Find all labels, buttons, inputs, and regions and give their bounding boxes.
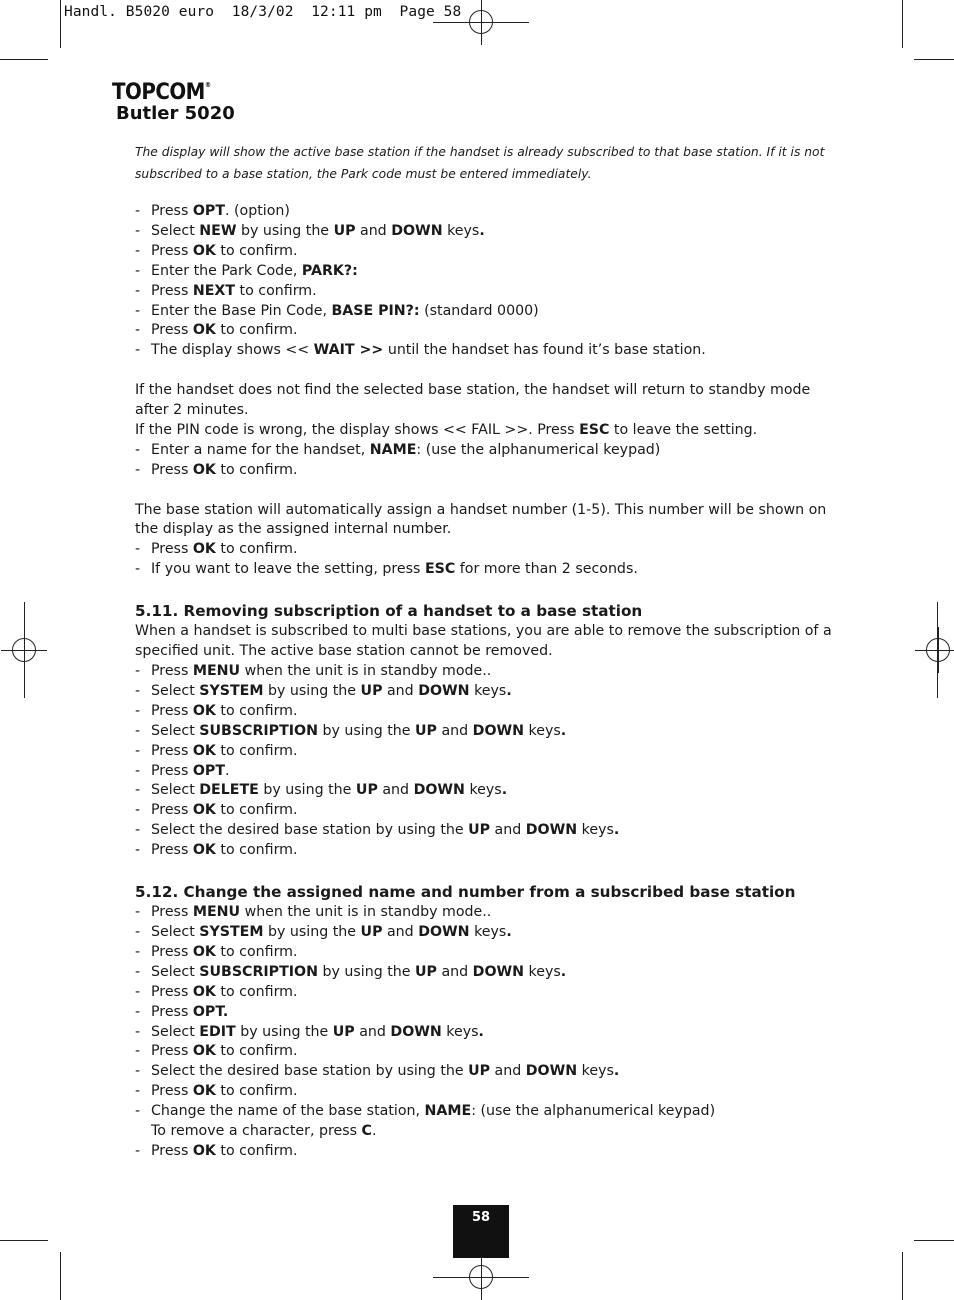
- list-item: - Press OK to confirm.: [135, 540, 835, 560]
- paragraph: If the PIN code is wrong, the display shows << FAIL >>. Press ESC to leave the setting.: [135, 421, 758, 438]
- registration-mark-icon: [926, 638, 950, 662]
- list-item: - Press OK to confirm.: [135, 1042, 835, 1062]
- list-item: - Press OK to confirm.: [135, 242, 835, 262]
- list-item: - Select EDIT by using the UP and DOWN keys.: [135, 1023, 835, 1043]
- crop-mark: [902, 0, 903, 48]
- list-item: - Press MENU when the unit is in standby mode..: [135, 662, 835, 682]
- section-heading-5-11: 5.11. Removing subscription of a handset to a base station: [135, 602, 643, 621]
- list-item: - Press OK to confirm.: [135, 742, 835, 762]
- list-item: - Press OK to confirm.: [135, 1142, 835, 1162]
- list-item: - Select DELETE by using the UP and DOWN keys.: [135, 781, 835, 801]
- product-name: Butler 5020: [116, 103, 235, 124]
- paragraph: The base station will automatically assign a handset number (1-5). This number will be shown on the display as the assigned internal number.: [135, 501, 827, 538]
- crop-mark: [902, 1252, 903, 1300]
- crop-mark: [914, 1240, 954, 1241]
- list-item: - Press OK to confirm.: [135, 1082, 835, 1102]
- list-item: - Press OPT.: [135, 1003, 835, 1023]
- list-item: - Press OK to confirm.: [135, 461, 835, 481]
- list-item: - Press OK to confirm.: [135, 943, 835, 963]
- registration-mark-icon: [469, 10, 493, 34]
- intro-note: The display will show the active base station if the handset is already subscribed to that base station. If it is not subscribed to a base station, the Park code must be entered immediately.: [135, 145, 825, 181]
- registration-mark-icon: [12, 638, 36, 662]
- registration-mark-icon: [469, 1265, 493, 1289]
- paragraph: When a handset is subscribed to multi base stations, you are able to remove the subscription of a specified unit. The active base station cannot be removed.: [135, 623, 832, 660]
- sub-instruction: To remove a character, press C.: [151, 1123, 377, 1140]
- list-item: - Enter the Base Pin Code, BASE PIN?: (standard 0000): [135, 302, 835, 322]
- list-item: - Press OK to confirm.: [135, 801, 835, 821]
- steps-list: [135, 903, 835, 1122]
- topcom-logo: TOPCOM®: [112, 80, 211, 105]
- page-number: 58: [453, 1205, 509, 1258]
- list-item: - Press OPT.: [135, 762, 835, 782]
- list-item: - Press OK to confirm.: [135, 983, 835, 1003]
- list-item: - Select NEW by using the UP and DOWN keys.: [135, 222, 835, 242]
- print-slug: Handl. B5020 euro 18/3/02 12:11 pm Page 58: [64, 4, 462, 20]
- list-item: - Press OK to confirm.: [135, 702, 835, 722]
- list-item: - Press OK to confirm.: [135, 841, 835, 861]
- list-item: - Select SUBSCRIPTION by using the UP and DOWN keys.: [135, 963, 835, 983]
- list-item: - Press NEXT to confirm.: [135, 282, 835, 302]
- list-item: - The display shows << WAIT >> until the handset has found it’s base station.: [135, 341, 835, 361]
- crop-mark: [914, 59, 954, 60]
- list-item: - Press OPT. (option): [135, 202, 835, 222]
- list-item: - Press MENU when the unit is in standby mode..: [135, 903, 835, 923]
- list-item: - Select SYSTEM by using the UP and DOWN keys.: [135, 923, 835, 943]
- list-item: - Select the desired base station by using the UP and DOWN keys.: [135, 1062, 835, 1082]
- paragraph: If the handset does not find the selected base station, the handset will return to standby mode after 2 minutes.: [135, 382, 811, 419]
- crop-mark: [0, 1240, 48, 1241]
- list-item: - Enter the Park Code, PARK?:: [135, 262, 835, 282]
- crop-mark: [0, 59, 48, 60]
- section-heading-5-12: 5.12. Change the assigned name and number from a subscribed base station: [135, 883, 796, 902]
- steps-list: [135, 1142, 835, 1162]
- list-item: - Select SYSTEM by using the UP and DOWN keys.: [135, 682, 835, 702]
- list-item: - If you want to leave the setting, press ESC for more than 2 seconds.: [135, 560, 835, 580]
- list-item: - Press OK to confirm.: [135, 321, 835, 341]
- steps-list: [135, 202, 835, 361]
- steps-list: [135, 441, 835, 481]
- crop-mark: [60, 0, 61, 48]
- list-item: - Enter a name for the handset, NAME: (use the alphanumerical keypad): [135, 441, 835, 461]
- crop-mark: [60, 1252, 61, 1300]
- list-item: - Select SUBSCRIPTION by using the UP and DOWN keys.: [135, 722, 835, 742]
- steps-list: [135, 540, 835, 580]
- manual-content: [135, 141, 835, 1162]
- list-item: - Change the name of the base station, NAME: (use the alphanumerical keypad): [135, 1102, 835, 1122]
- list-item: - Select the desired base station by using the UP and DOWN keys.: [135, 821, 835, 841]
- steps-list: [135, 662, 835, 861]
